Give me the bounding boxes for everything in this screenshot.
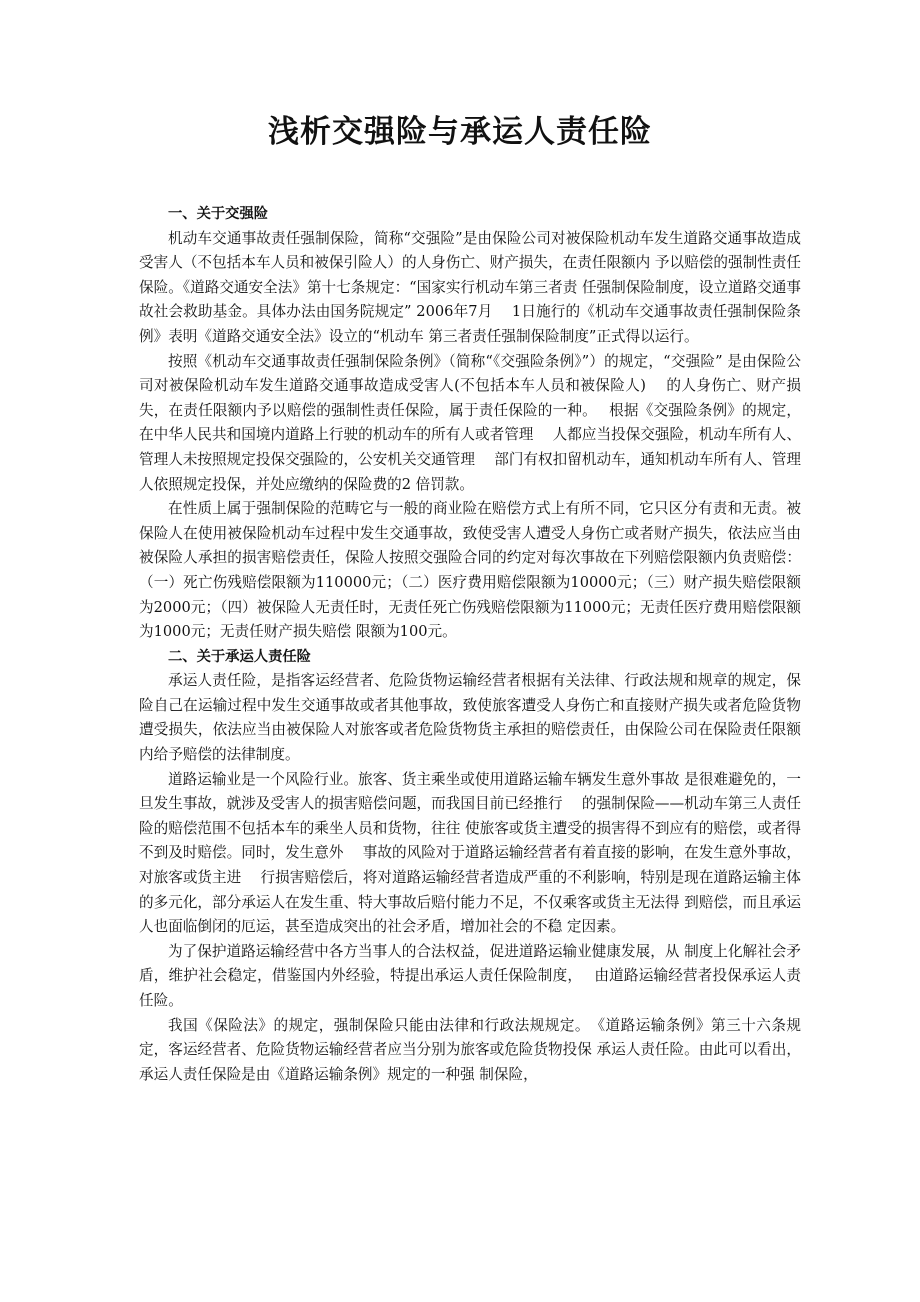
paragraph: 为了保护道路运输经营中各方当事人的合法权益，促进道路运输业健康发展，从 制度上化解社会矛盾，维护社会稳定，借鉴国内外经验，特提出承运人责任保险制度， 由道路运输经营者投保承运人责任险。: [139, 942, 801, 1009]
section-jiaoqiangxian: [139, 202, 801, 645]
document-body: [139, 202, 806, 1087]
paragraph: 我国《保险法》的规定，强制保险只能由法律和行政法规规定。 《道路运输条例》第三十六条规定，客运经营者、危险货物运输经营者应当分别为旅客或危险货物投保 承运人责任险。由此可以看出，承运人责任保险是由《道路运输条例》规定的一种强 制保险，: [139, 1016, 801, 1083]
paragraph: 机动车交通事故责任强制保险，简称“交强险”是由保险公司对被保险机动车发生道路交通事故造成受害人（不包括本车人员和被保引险人）的人身伤亡、财产损失，在责任限额内 予以赔偿的强制性责任保险。《道路交通安全法》第十七条规定：“国家实行机动车第三者责 任强制保险制度，设立道路交通事故社会救助基金。具体办法由国务院规定” 2006年7月 1日施行的《机动车交通事故责任强制保险条例》表明《道路交通安全法》设立的“机动车 第三者责任强制保险制度”正式得以运行。: [139, 229, 801, 345]
paragraph: 在性质上属于强制保险的范畴它与一般的商业险在赔偿方式上有所不同，它只区分有责和无责。被保险人在使用被保险机动车过程中发生交通事故，致使受害人遭受人身伤亡或者财产损失，依法应当由被保险人承担的损害赔偿责任，保险人按照交强险合同的约定对每次事故在下列赔偿限额内负责赔偿：（一）死亡伤残赔偿限额为110000元；（二）医疗费用赔偿限额为10000元；（三）财产损失赔偿限额为2000元；（四）被保险人无责任时，无责任死亡伤残赔偿限额为11000元；无责任医疗费用赔偿限额为1000元；无责任财产损失赔偿 限额为100元。: [139, 500, 801, 641]
document-title: 浅析交强险与承运人责任险: [268, 114, 652, 150]
paragraph: 道路运输业是一个风险行业。旅客、货主乘坐或使用道路运输车辆发生意外事故 是很难避免的，一旦发生事故，就涉及受害人的损害赔偿问题，而我国目前已经推行 的强制保险——机动车第三人责任险的赔偿范围不包括本车的乘坐人员和货物，往往 使旅客或货主遭受的损害得不到应有的赔偿，或者得不到及时赔偿。同时，发生意外 事故的风险对于道路运输经营者有着直接的影响，在发生意外事故，对旅客或货主进 行损害赔偿后，将对道路运输经营者造成严重的不利影响，特别是现在道路运输主体 的多元化，部分承运人在发生重、特大事故后赔付能力不足，不仅乘客或货主无法得 到赔偿，而且承运人也面临倒闭的厄运，甚至造成突出的社会矛盾，增加社会的不稳 定因素。: [139, 770, 806, 936]
paragraph: 按照《机动车交通事故责任强制保险条例》（简称“《交强险条例》”）的规定，“交强险” 是由保险公司对被保险机动车发生道路交通事故造成受害人(不包括本车人员和被保险人) 的人身伤亡、财产损失，在责任限额内予以赔偿的强制性责任保险，属于责任保险的一种。 根据《交强险条例》的规定，在中华人民共和国境内道路上行驶的机动车的所有人或者管理 人都应当投保交强险，机动车所有人、管理人未按照规定投保交强险的，公安机关交通管理 部门有权扣留机动车，通知机动车所有人、管理人依照规定投保，并处应缴纳的保险费的2 倍罚款。: [139, 352, 801, 493]
section-heading: 二、关于承运人责任险: [168, 648, 311, 665]
section-heading: 一、关于交强险: [168, 206, 269, 222]
paragraph: 承运人责任险，是指客运经营者、危险货物运输经营者根据有关法律、行政法规和规章的规定，保险自己在运输过程中发生交通事故或者其他事故，致使旅客遭受人身伤亡和直接财产损失或者危险货物遭受损失，依法应当由被保险人对旅客或者危险货物货主承担的赔偿责任，由保险公司在保险责任限额内给予赔偿的法律制度。: [139, 672, 801, 764]
section-carrier-liability: [139, 645, 806, 1088]
